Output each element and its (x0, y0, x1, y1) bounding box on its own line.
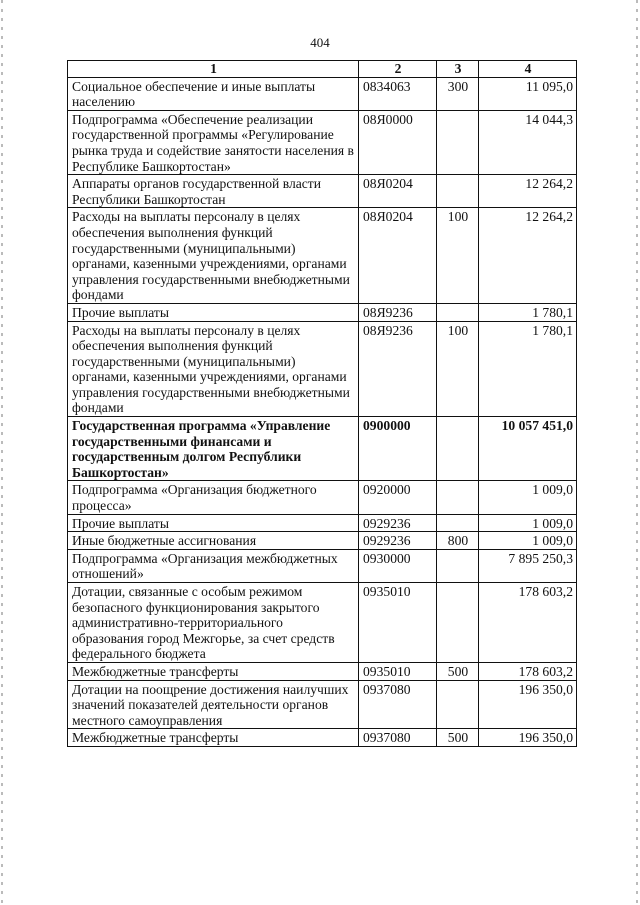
row-name-cell: Дотации на поощрение достижения наилучших значений показателей деятельности органов местного самоуправления (68, 680, 359, 729)
row-code-cell: 08Я0204 (359, 208, 437, 304)
scan-right-edge (636, 0, 638, 905)
table-row (68, 110, 577, 174)
row-code-cell: 0929236 (359, 514, 437, 532)
row-name-cell: Расходы на выплаты персоналу в целях обеспечения выполнения функций государственными (муниципальными) органами, казенными учреждениями, органами управления государственными внебюджетными фондами (68, 208, 359, 304)
row-amount-cell: 196 350,0 (479, 729, 577, 747)
table-header-row (68, 61, 577, 78)
row-type-cell (437, 549, 479, 582)
row-name-cell: Прочие выплаты (68, 303, 359, 321)
row-amount-cell: 1 009,0 (479, 481, 577, 514)
row-name-cell: Межбюджетные трансферты (68, 662, 359, 680)
scan-left-edge (1, 0, 3, 905)
row-amount-cell: 12 264,2 (479, 208, 577, 304)
row-amount-cell: 1 009,0 (479, 532, 577, 550)
row-name-cell: Межбюджетные трансферты (68, 729, 359, 747)
table-row (68, 175, 577, 208)
row-name-cell: Прочие выплаты (68, 514, 359, 532)
table-row (68, 549, 577, 582)
table-row (68, 208, 577, 304)
row-code-cell: 0900000 (359, 417, 437, 481)
row-code-cell: 0935010 (359, 662, 437, 680)
page-number: 404 (310, 35, 330, 50)
row-code-cell: 0834063 (359, 77, 437, 110)
row-code-cell: 08Я0204 (359, 175, 437, 208)
row-type-cell (437, 110, 479, 174)
row-code-cell: 0937080 (359, 729, 437, 747)
header-col-2: 2 (359, 61, 437, 78)
row-name-cell: Аппараты органов государственной власти Республики Башкортостан (68, 175, 359, 208)
row-amount-cell: 178 603,2 (479, 662, 577, 680)
header-col-1: 1 (68, 61, 359, 78)
table-row (68, 680, 577, 729)
row-code-cell: 0920000 (359, 481, 437, 514)
row-type-cell (437, 583, 479, 663)
table-row (68, 532, 577, 550)
table-row (68, 662, 577, 680)
row-name-cell: Подпрограмма «Организация межбюджетных отношений» (68, 549, 359, 582)
row-amount-cell: 178 603,2 (479, 583, 577, 663)
row-code-cell: 0930000 (359, 549, 437, 582)
row-name-cell: Подпрограмма «Организация бюджетного процесса» (68, 481, 359, 514)
header-col-3: 3 (437, 61, 479, 78)
row-name-cell: Подпрограмма «Обеспечение реализации государственной программы «Регулирование рынка труда и содействие занятости населения в Республике Башкортостан» (68, 110, 359, 174)
table-row (68, 417, 577, 481)
budget-table (67, 60, 577, 747)
table-row (68, 481, 577, 514)
row-amount-cell: 1 009,0 (479, 514, 577, 532)
row-name-cell: Расходы на выплаты персоналу в целях обеспечения выполнения функций государственными (муниципальными) органами, казенными учреждениями, органами управления государственными внебюджетными фондами (68, 321, 359, 417)
row-code-cell: 0929236 (359, 532, 437, 550)
table-row (68, 729, 577, 747)
table-row (68, 583, 577, 663)
row-amount-cell: 7 895 250,3 (479, 549, 577, 582)
row-type-cell (437, 175, 479, 208)
row-type-cell: 500 (437, 729, 479, 747)
row-code-cell: 0935010 (359, 583, 437, 663)
row-code-cell: 08Я0000 (359, 110, 437, 174)
row-name-cell: Дотации, связанные с особым режимом безопасного функционирования закрытого административно-территориального образования город Межгорье, за счет средств федерального бюджета (68, 583, 359, 663)
row-amount-cell: 196 350,0 (479, 680, 577, 729)
row-code-cell: 08Я9236 (359, 303, 437, 321)
table-row (68, 77, 577, 110)
row-amount-cell: 1 780,1 (479, 321, 577, 417)
row-amount-cell: 1 780,1 (479, 303, 577, 321)
row-type-cell (437, 680, 479, 729)
row-name-cell: Государственная программа «Управление государственными финансами и государственным долгом Республики Башкортостан» (68, 417, 359, 481)
header-col-4: 4 (479, 61, 577, 78)
row-type-cell (437, 514, 479, 532)
row-name-cell: Иные бюджетные ассигнования (68, 532, 359, 550)
row-name-cell: Социальное обеспечение и иные выплаты населению (68, 77, 359, 110)
row-type-cell: 500 (437, 662, 479, 680)
row-amount-cell: 10 057 451,0 (479, 417, 577, 481)
row-amount-cell: 11 095,0 (479, 77, 577, 110)
table-row (68, 303, 577, 321)
row-type-cell (437, 417, 479, 481)
row-type-cell (437, 481, 479, 514)
row-type-cell: 300 (437, 77, 479, 110)
row-amount-cell: 12 264,2 (479, 175, 577, 208)
row-code-cell: 08Я9236 (359, 321, 437, 417)
row-type-cell: 100 (437, 321, 479, 417)
table-row (68, 321, 577, 417)
row-type-cell (437, 303, 479, 321)
row-code-cell: 0937080 (359, 680, 437, 729)
row-type-cell: 800 (437, 532, 479, 550)
table-body (68, 77, 577, 746)
row-type-cell: 100 (437, 208, 479, 304)
row-amount-cell: 14 044,3 (479, 110, 577, 174)
table-row (68, 514, 577, 532)
